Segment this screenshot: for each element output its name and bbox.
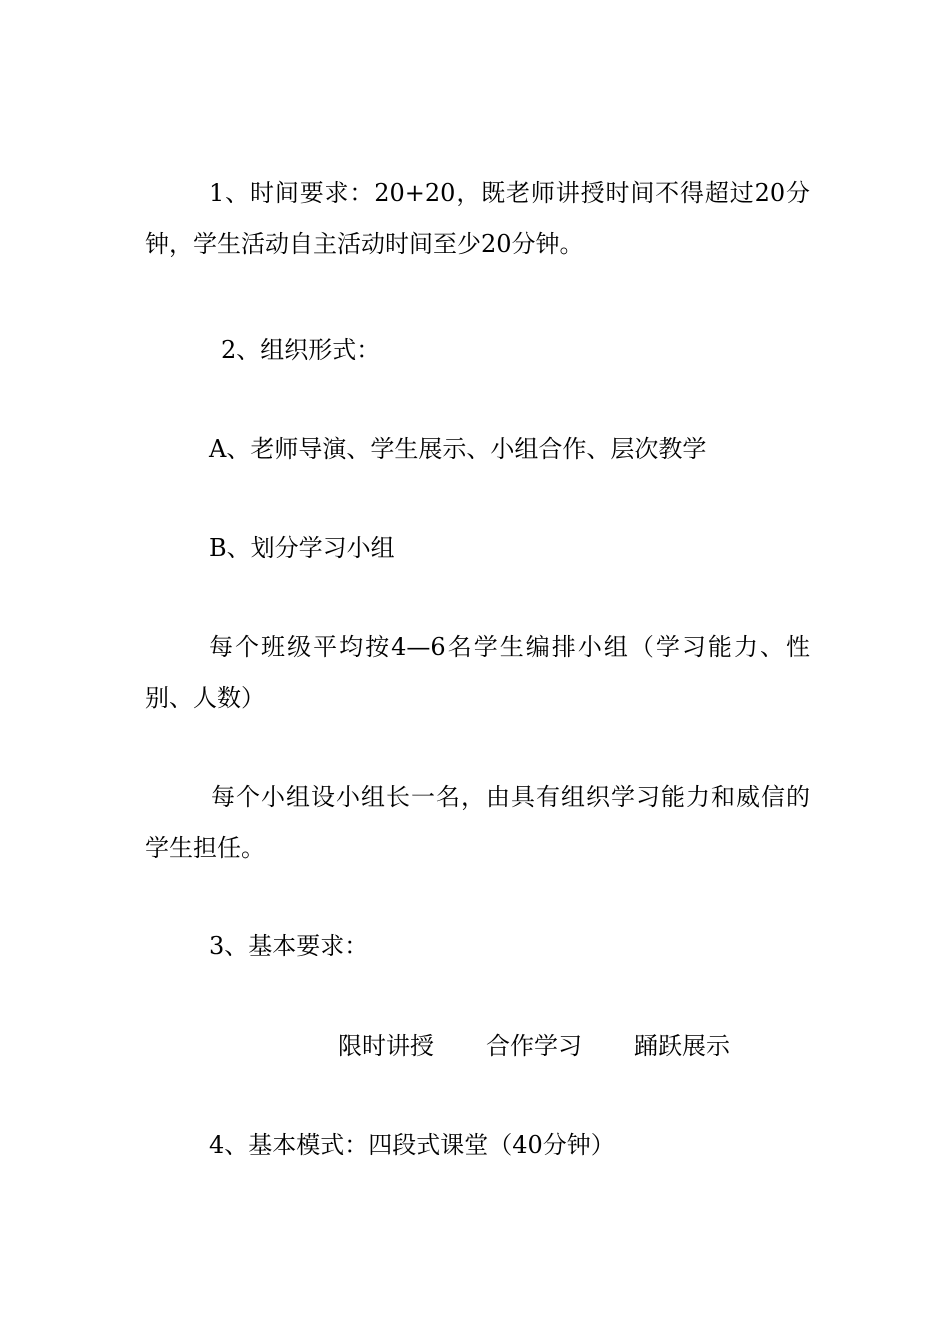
paragraph-item-a: A、老师导演、学生展示、小组合作、层次教学 <box>209 435 707 463</box>
paragraph-basic-mode: 4、基本模式：四段式课堂（40分钟） <box>209 1131 615 1159</box>
paragraph-group-leader: 每个小组设小组长一名，由具有组织学习能力和威信的学生担任。 <box>145 783 810 862</box>
paragraph-time-requirement: 1、时间要求：20+20，既老师讲授时间不得超过20分钟，学生活动自主活动时间至少20分钟。 <box>145 179 810 258</box>
requirement-item: 合作学习 <box>486 1032 582 1060</box>
paragraph-group-arrangement: 每个班级平均按4—6名学生编排小组（学习能力、性别、人数） <box>145 633 810 712</box>
requirements-list <box>338 1028 730 1064</box>
paragraph-basic-requirements: 3、基本要求： <box>209 932 369 960</box>
paragraph-organization-form: 2、组织形式： <box>221 336 381 364</box>
requirement-item: 限时讲授 <box>338 1032 434 1060</box>
requirement-item: 踊跃展示 <box>634 1032 730 1060</box>
paragraph-item-b: B、划分学习小组 <box>209 534 395 562</box>
